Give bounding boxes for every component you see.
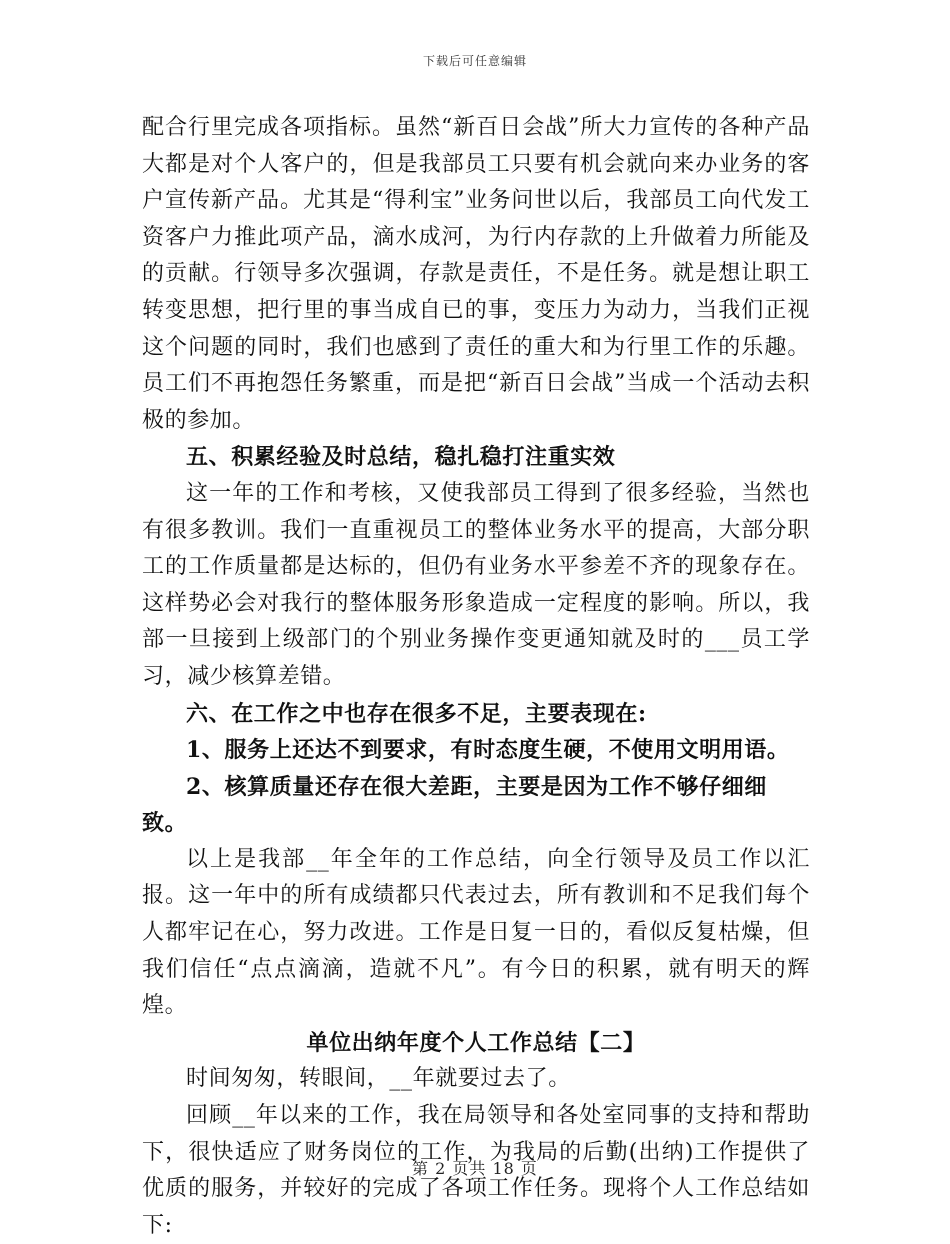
section-heading-6: 六、在工作之中也存在很多不足，主要表现在: <box>186 700 647 727</box>
document-body <box>142 110 810 1244</box>
page-footer: 第 2 页共 18 页 <box>412 1159 538 1178</box>
shortcoming-item-1: 1、服务上还达不到要求，有时态度生硬，不使用文明用语。 <box>186 737 790 764</box>
paragraph-intro: 时间匆匆，转眼间，__年就要过去了。 <box>186 1066 571 1092</box>
paragraph-section-5: 这一年的工作和考核，又使我部员工得到了很多经验，当然也有很多教训。我们一直重视员工的整体业务水平的提高，大部分职工的工作质量都是达标的，但仍有业务水平参差不齐的现象存在。这样势必会对我行的整体服务形象造成一定程度的影响。所以，我部一旦接到上级部门的个别业务操作变更通知就及时的___员工学习，减少核算差错。 <box>142 480 810 689</box>
document-title-2: 单位出纳年度个人工作总结【二】 <box>306 1029 646 1056</box>
paragraph-conclusion: 以上是我部__年全年的工作总结，向全行领导及员工作以汇报。这一年中的所有成绩都只代表过去，所有教训和不足我们每个人都牢记在心，努力改进。工作是日复一日的，看似反复枯燥，但我们信任“点点滴滴，造就不凡”。有今日的积累，就有明天的辉煌。 <box>142 846 810 1019</box>
page-header: 下载后可任意编辑 <box>422 54 527 68</box>
paragraph-review: 回顾__年以来的工作，我在局领导和各处室同事的支持和帮助下，很快适应了财务岗位的工作，为我局的后勤(出纳)工作提供了优质的服务，并较好的完成了各项工作任务。现将个人工作总结如下: <box>142 1103 810 1238</box>
paragraph-continued: 配合行里完成各项指标。虽然“新百日会战”所大力宣传的各种产品大都是对个人客户的，但是我部员工只要有机会就向来办业务的客户宣传新产品。尤其是“得利宝”业务问世以后，我部员工向代发工资客户力推此项产品，滴水成河，为行内存款的上升做着力所能及的贡献。行领导多次强调，存款是责任，不是任务。就是想让职工转变思想，把行里的事当成自已的事，变压力为动力，当我们正视这个问题的同时，我们也感到了责任的重大和为行里工作的乐趣。员工们不再抱怨任务繁重，而是把“新百日会战”当成一个活动去积极的参加。 <box>142 115 810 433</box>
section-heading-5: 五、积累经验及时总结，稳扎稳打注重实效 <box>186 444 616 471</box>
shortcoming-item-2: 2、核算质量还存在很大差距，主要是因为工作不够仔细细致。 <box>142 773 767 837</box>
